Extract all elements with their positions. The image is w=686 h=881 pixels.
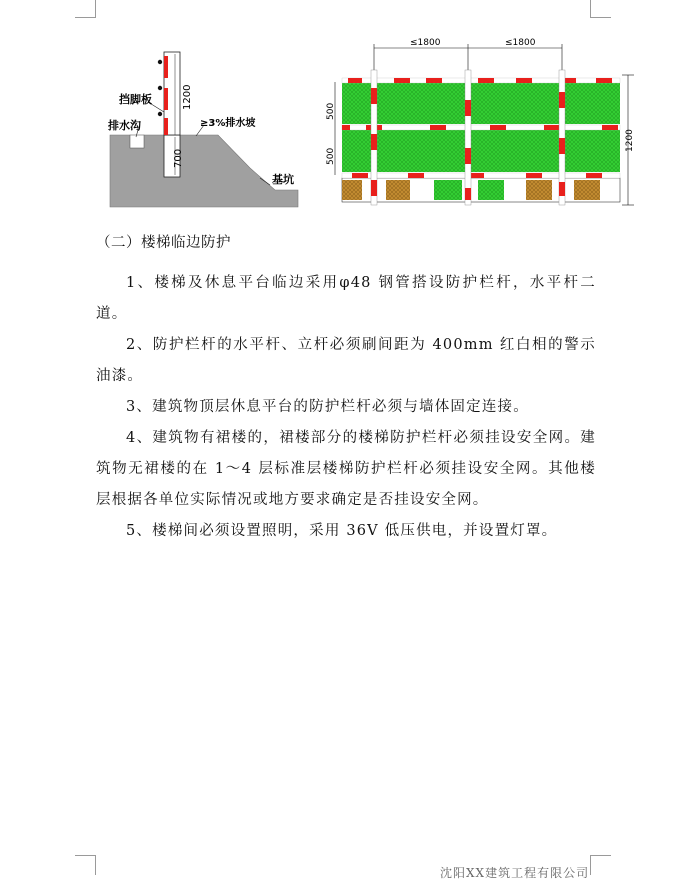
paragraph-1-text: 1、楼梯及休息平台临边采用φ48 钢管搭设防护栏杆，水平杆二道。 xyxy=(96,275,596,322)
paragraph-3 xyxy=(96,392,596,423)
span-left-label: ≤1800 xyxy=(410,38,441,48)
crop-mark-bottom-left-h xyxy=(75,855,96,856)
paragraph-3-text: 3、建筑物顶层休息平台的防护栏杆必须与墙体固定连接。 xyxy=(126,399,529,415)
post-red-stripe xyxy=(164,56,168,78)
paragraph-1 xyxy=(96,268,596,330)
rail-end-dot xyxy=(158,86,162,90)
paragraph-2 xyxy=(96,330,596,392)
paragraph-4-text: 4、建筑物有裙楼的，裙楼部分的楼梯防护栏杆必须挂设安全网。建筑物无裙楼的在 1～4 层标准层楼梯防护栏杆必须挂设安全网。其他楼层根据各单位实际情况或地方要求确定是否挂设安全网。 xyxy=(96,430,596,508)
crop-mark-top-left-h xyxy=(75,17,96,18)
drain-ditch-label: 排水沟 xyxy=(108,119,141,132)
toeboard-segment xyxy=(478,180,504,200)
post-red-stripe xyxy=(164,118,168,135)
rail-middle xyxy=(342,125,620,130)
height-lower-label: 500 xyxy=(326,147,336,165)
height-700-label: 700 xyxy=(173,148,184,168)
height-upper-label: 500 xyxy=(326,102,336,120)
total-height-label: 1200 xyxy=(625,129,635,152)
post-left xyxy=(371,70,377,205)
rail-top xyxy=(342,78,620,83)
paragraph-2-text: 2、防护栏杆的水平杆、立杆必须刷间距为 400mm 红白相的警示油漆。 xyxy=(96,337,596,384)
slope-label: ≥3%排水坡 xyxy=(200,118,256,129)
height-1200-label: 1200 xyxy=(182,84,193,110)
safety-net-upper xyxy=(342,82,620,124)
rail-end-dot xyxy=(158,112,162,116)
toeboard-segment xyxy=(574,180,600,200)
safety-net-lower xyxy=(342,130,620,172)
post-right xyxy=(559,70,565,205)
crop-mark-bottom-right-h xyxy=(590,855,611,856)
span-right-label: ≤1800 xyxy=(505,38,536,48)
crop-mark-top-left-v xyxy=(95,0,96,18)
crop-mark-bottom-right-v xyxy=(590,855,591,875)
toeboard-segment xyxy=(526,180,552,200)
toeboard-segment xyxy=(434,180,462,200)
footer-company: 沈阳XX建筑工程有限公司 xyxy=(440,866,590,880)
pit-edge-guardrail-section-diagram xyxy=(100,40,310,215)
post-red-stripe xyxy=(164,88,168,110)
toeboard-segment xyxy=(342,180,362,200)
guardrail-elevation-diagram xyxy=(326,30,640,215)
crop-mark-top-right-h xyxy=(590,17,611,18)
toeboard-segment xyxy=(386,180,410,200)
section-heading: （二）楼梯临边防护 xyxy=(96,235,231,251)
rail-end-dot xyxy=(158,60,162,64)
post-middle xyxy=(465,70,471,205)
crop-mark-bottom-left-v xyxy=(95,855,96,875)
toeboard-label: 挡脚板 xyxy=(119,93,152,106)
drain-ditch xyxy=(130,135,144,148)
paragraph-5-text: 5、楼梯间必须设置照明，采用 36V 低压供电，并设置灯罩。 xyxy=(126,523,558,539)
paragraph-4 xyxy=(96,423,596,516)
foundation-pit-label: 基坑 xyxy=(272,173,294,186)
paragraph-5 xyxy=(96,516,596,547)
crop-mark-top-right-v xyxy=(590,0,591,18)
rail-bottom xyxy=(342,173,620,178)
